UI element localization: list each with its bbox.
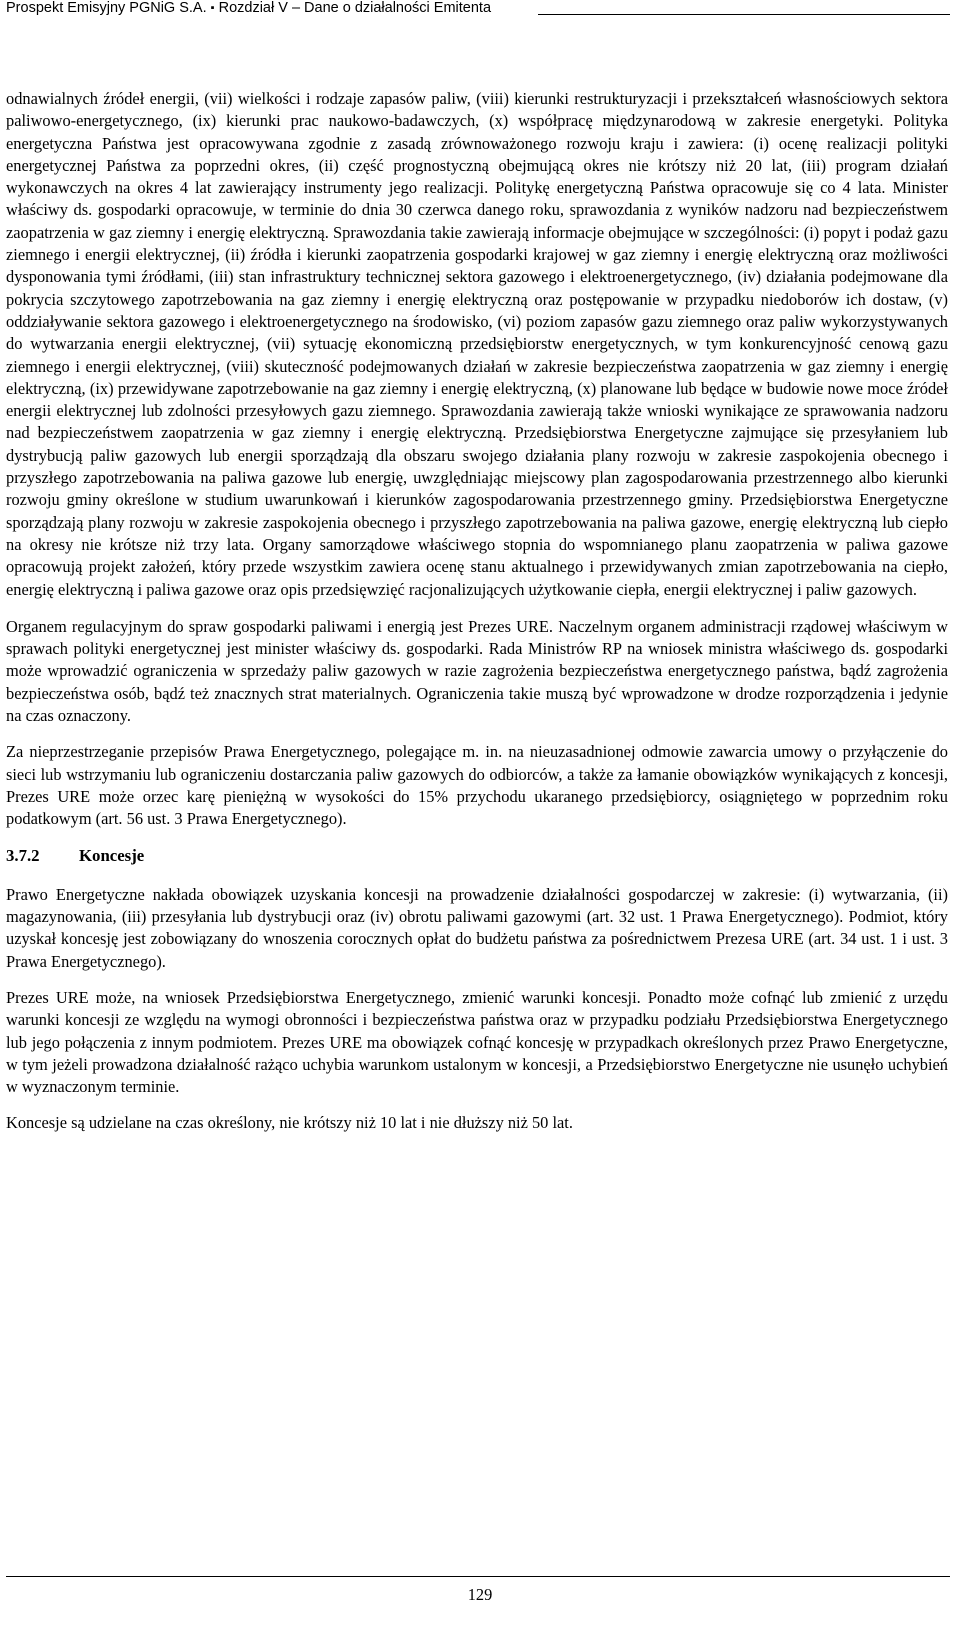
page-number: 129 [467, 1585, 493, 1604]
footer-rule [6, 1576, 950, 1577]
section-title: Koncesje [79, 845, 145, 865]
document-body [6, 88, 948, 1149]
header-bullet-icon: ▪ [210, 2, 215, 14]
header-rule [538, 14, 950, 15]
paragraph: Za nieprzestrzeganie przepisów Prawa Energetycznego, polegające m. in. na nieuzasadnionej odmowie zawarcia umowy o przyłączenie do sieci lub wstrzymaniu lub ograniczeniu dostarczania paliw gazowych do odbiorców, a także za łamanie obowiązków wynikających z koncesji, Prezes URE może orzec karę pieniężną w wysokości do 15% przychodu ukaranego przedsiębiorcy, osiągniętego w poprzednim roku podatkowym (art. 56 ust. 3 Prawa Energetycznego). [6, 742, 948, 829]
section-number: 3.7.2 [6, 845, 40, 865]
paragraph: odnawialnych źródeł energii, (vii) wielkości i rodzaje zapasów paliw, (viii) kierunki restrukturyzacji i przekształceń własnościowych sektora paliwowo-energetycznego, (ix) kierunki prac naukowo-badawczych, (x) współpracę międzynarodową w zakresie energetyki. Polityka energetyczna Państwa jest opracowywana zgodnie z zasadą zrównoważonego rozwoju kraju i zawiera: (i) ocenę realizacji polityki energetycznej Państwa za poprzedni okres, (ii) część prognostyczną obejmującą okres nie krótszy niż 20 lat, (iii) program działań wykonawczych na okres 4 lat zawierający instrumenty jego realizacji. Politykę energetyczną Państwa opracowuje się co 4 lata. Minister właściwy ds. gospodarki opracowuje, w terminie do dnia 30 czerwca danego roku, sprawozdania z wyników nadzoru nad bezpieczeństwem zaopatrzenia w gaz ziemny i energię elektryczną. Sprawozdania takie zawierają informacje obejmujące w szczególności: (i) popyt i podaż gazu ziemnego i energii elektrycznej, (ii) źródła i kierunki zaopatrzenia gospodarki krajowej w gaz ziemny i energię elektryczną oraz możliwości dysponowania tymi źródłami, (iii) stan infrastruktury technicznej sektora gazowego i elektroenergetycznego, (iv) działania podejmowane dla pokrycia szczytowego zapotrzebowania na gaz ziemny i energię elektryczną oraz postępowanie w przypadku niedoborów ich dostaw, (v) oddziaływanie sektora gazowego i elektroenergetycznego na środowisko, (vi) poziom zapasów gazu ziemnego oraz paliw wykorzystywanych do wytwarzania energii elektrycznej, (vii) sytuację ekonomiczną przedsiębiorstw energetycznych, w tym konkurencyjność cenową gazu ziemnego i energii elektrycznej, (viii) skuteczność podejmowanych działań w zakresie bezpieczeństwa zaopatrzenia w gaz ziemny i energię elektryczną, (ix) przewidywane zapotrzebowanie na gaz ziemny i energię elektryczną, (x) planowane lub będące w budowie nowe moce źródeł energii elektrycznej lub zdolności przesyłowych gazu ziemnego. Sprawozdania zawierają także wnioski wynikające ze sprawowania nadzoru nad bezpieczeństwem zaopatrzenia w gaz ziemny i energię elektryczną. Przedsiębiorstwa Energetyczne zajmujące się przesyłaniem lub dystrybucją paliw gazowych lub energii sporządzają dla obszaru swojego działania plany rozwoju w zakresie zaspokojenia obecnego i przyszłego zapotrzebowania na paliwa gazowe lub energię, uwzględniając miejscowy plan zagospodarowania przestrzennego albo kierunki rozwoju gminy określone w studium uwarunkowań i kierunków zagospodarowania przestrzennego gminy. Przedsiębiorstwa Energetyczne sporządzają plany rozwoju w zakresie zaspokojenia obecnego i przyszłego zapotrzebowania na paliwa gazowe, energię elektryczną lub ciepło na okresy nie krótsze niż trzy lata. Organy samorządowe właściwego stopnia do wspomnianego planu zaopatrzenia w paliwa gazowe opracowują projekt założeń, który przede wszystkim zawiera ocenę stanu aktualnego i przewidywanych zmian zapotrzebowania na ciepło, energię elektryczną i paliwa gazowe oraz opis przedsięwzięć racjonalizujących użytkowanie ciepła, energii elektrycznej i paliw gazowych. [6, 89, 948, 599]
header-title: Prospekt Emisyjny PGNiG S.A. [6, 0, 207, 16]
paragraph: Prezes URE może, na wniosek Przedsiębiorstwa Energetycznego, zmienić warunki koncesji. Ponadto może cofnąć lub zmienić z urzędu warunki koncesji ze względu na wymogi obronności i bezpieczeństwa państwa oraz w przypadku podziału Przedsiębiorstwa Energetycznego lub jego połączenia z innym podmiotem. Prezes URE ma obowiązek cofnąć koncesję w przypadkach określonych przez Prawo Energetyczne, w tym jeżeli prowadzona działalność rażąco uchybia warunkom ustalonym w koncesji, a Przedsiębiorstwo Energetyczne nie usunęło uchybień w wyznaczonym terminie. [6, 987, 948, 1097]
paragraph: Organem regulacyjnym do spraw gospodarki paliwami i energią jest Prezes URE. Naczelnym organem administracji rządowej właściwym w sprawach polityki energetycznej jest minister właściwy ds. gospodarki. Rada Ministrów RP na wniosek ministra właściwego ds. gospodarki może wprowadzić ograniczenia w sprzedaży paliw gazowych w razie zagrożenia bezpieczeństwa energetycznego państwa, bądź zagrożenia bezpieczeństwa osób, bądź też znacznych strat materialnych. Ograniczenia takie muszą być wprowadzone w drodze rozporządzenia i jedynie na czas oznaczony. [6, 616, 948, 726]
header-section: Rozdział V – Dane o działalności Emitenta [218, 0, 492, 16]
paragraph: Prawo Energetyczne nakłada obowiązek uzyskania koncesji na prowadzenie działalności gospodarczej w zakresie: (i) wytwarzania, (ii) magazynowania, (iii) przesyłania lub dystrybucji oraz (iv) obrotu paliwami gazowymi (art. 32 ust. 1 Prawa Energetycznego). Podmiot, który uzyskał koncesję jest zobowiązany do wnoszenia corocznych opłat do budżetu państwa za pośrednictwem Prezesa URE (art. 34 ust. 1 i ust. 3 Prawa Energetycznego). [6, 884, 948, 971]
section-heading [6, 845, 948, 867]
running-header [6, 0, 950, 20]
paragraph: Koncesje są udzielane na czas określony, nie krótszy niż 10 lat i nie dłuższy niż 50 lat. [6, 1113, 573, 1133]
